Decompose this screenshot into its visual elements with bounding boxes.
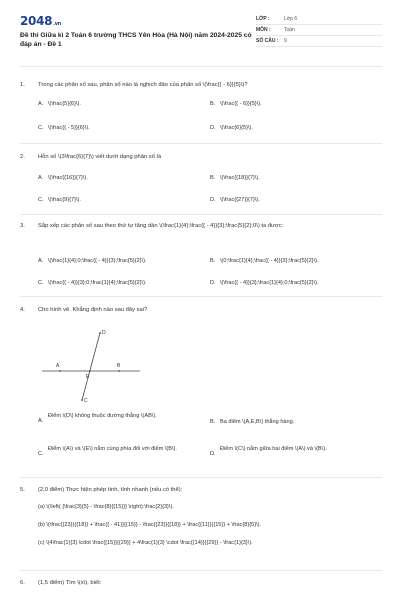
question-text: Trong các phân số sau, phân số nào là nghịch đảo của phân số \(\frac{{ - 6}}{5}\)?: [38, 82, 248, 88]
option-b[interactable]: B. \(\frac{{18}}{7}\).: [210, 175, 260, 181]
question-6: [20, 580, 382, 588]
question-number: 2.: [20, 154, 25, 160]
divider: [20, 66, 382, 67]
option-c[interactable]: C. \(\frac{9}{7}\).: [38, 197, 81, 203]
option-c[interactable]: C. \(\frac{{ - 5}}{6}\).: [38, 125, 90, 131]
divider: [20, 214, 382, 215]
meta-row-subject: [256, 25, 382, 36]
option-a[interactable]: A. \(\frac{1}{4};0;\frac{{ - 4}}{3};\frac{5}{2}\).: [38, 258, 147, 264]
page-title: Đề thi Giữa kì 2 Toán 6 trường THCS Yên Hòa (Hà Nội) năm 2024-2025 có đáp án - Đề 1: [20, 32, 252, 49]
divider: [20, 143, 382, 144]
option-b[interactable]: B. Ba điểm \(A,E,B\) thẳng hàng.: [210, 419, 295, 425]
question-text: (2,0 điểm) Thực hiện phép tính, tính nhanh (nếu có thể):: [38, 487, 183, 493]
label-a: A: [56, 363, 60, 369]
question-5-parts: [38, 504, 382, 558]
option-c[interactable]: C. \(\frac{{ - 4}}{3};0;\frac{1}{4};\frac{5}{2}\).: [38, 280, 147, 286]
line-cd: [82, 333, 100, 400]
option-c[interactable]: C. Điểm \(A\) và \(E\) nằm cùng phía đối với điểm \(B\).: [38, 446, 177, 457]
point-a: [59, 370, 61, 372]
label-e: E: [86, 374, 90, 380]
meta-value[interactable]: Toán: [284, 26, 295, 33]
point-b: [118, 370, 120, 372]
document-header: [20, 14, 382, 58]
option-a[interactable]: A. Điểm \(D\) không thuộc đường thẳng \(AB\).: [38, 413, 157, 424]
label-b: B: [117, 363, 121, 369]
question-number: 1.: [20, 82, 25, 88]
divider: [20, 477, 382, 478]
meta-value[interactable]: Lớp 6: [284, 15, 298, 22]
question-text: Cho hình vẽ. Khẳng định nào sau đây sai?: [38, 307, 148, 313]
part-a: (a) \(\left( {\frac{3}{5} - \frac{8}{{15}}} \right):\frac{2}{3}\).: [38, 503, 174, 510]
question-number: 6.: [20, 580, 25, 586]
divider: [20, 296, 382, 297]
option-d[interactable]: D. \(\frac{{ - 4}}{3};\frac{1}{4};0;\frac{5}{2}\).: [210, 280, 319, 286]
question-number: 4.: [20, 307, 25, 313]
question-1: [20, 82, 382, 90]
question-5: [20, 487, 382, 558]
option-b[interactable]: B. \(0;\frac{1}{4};\frac{{ - 4}}{3};\frac{5}{2}\).: [210, 258, 319, 264]
part-c: (c) \(4\frac{1}{3} \cdot \frac{{15}}{{29}} + 4\frac{1}{3} \cdot \frac{{14}}{{29}} - \frac{1}{3}\).: [38, 539, 253, 546]
meta-value: 9: [284, 37, 287, 44]
option-d[interactable]: D. \(\frac{6}{5}\).: [210, 125, 253, 131]
site-logo[interactable]: 2048.vn: [20, 14, 62, 28]
question-number: 5.: [20, 487, 25, 493]
meta-key: MÔN :: [256, 26, 271, 33]
question-2: [20, 154, 382, 162]
question-4: [20, 307, 382, 315]
question-text: Hỗn số \(3\frac{6}{7}\) viết dưới dạng phân số là: [38, 154, 162, 160]
document-meta: [256, 14, 382, 47]
meta-row-class: [256, 14, 382, 25]
question-text: (1,5 điểm) Tìm \(x\), biết:: [38, 580, 102, 586]
meta-key: LỚP :: [256, 15, 270, 22]
question-3: [20, 223, 382, 231]
point-c: [81, 399, 83, 401]
divider: [20, 570, 382, 571]
geometry-figure: [36, 325, 146, 405]
option-a[interactable]: A. \(\frac{5}{6}\).: [38, 101, 81, 107]
question-number: 3.: [20, 223, 25, 229]
point-e: [89, 370, 91, 372]
point-d: [99, 332, 101, 334]
label-d: D: [102, 330, 106, 336]
meta-row-count: [256, 36, 382, 47]
meta-key: SỐ CÂU :: [256, 37, 279, 44]
label-c: C: [84, 398, 88, 404]
part-b: (b) \(\frac{{23}}{{18}} + \frac{{ - 41}}{{15}} - \frac{{23}}{{18}} + \frac{{11}}{{15}} + \frac{8}{5}\).: [38, 521, 262, 528]
question-text: Sắp xếp các phân số sau theo thứ tự tăng dần \(\frac{1}{4};\frac{{ - 4}}{3};\frac{5}{2};0\) ta được:: [38, 223, 284, 229]
option-b[interactable]: B. \(\frac{{ - 6}}{5}\).: [210, 101, 262, 107]
option-a[interactable]: A. \(\frac{{16}}{7}\).: [38, 175, 88, 181]
option-d[interactable]: D. \(\frac{{27}}{7}\).: [210, 197, 260, 203]
option-d[interactable]: D. Điểm \(C\) nằm giữa hai điểm \(A\) và \(B\).: [210, 446, 327, 457]
